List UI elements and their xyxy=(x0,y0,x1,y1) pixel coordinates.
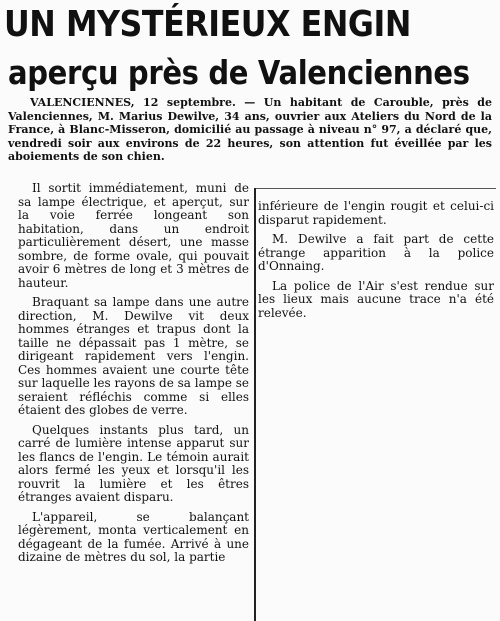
headline-line-2: aperçu près de Valenciennes xyxy=(8,53,470,92)
lead-paragraph: VALENCIENNES, 12 septembre. — Un habitant de Carouble, près de Valenciennes, M. Marius Dewilve, 34 ans, ouvrier aux Ateliers du Nord de la France, à Blanc-Misseron, domicilié au passage à niveau n° 97, a déclaré que, vendredi soir aux environs de 22 heures, son attention fut éveillée par les aboiements de son chien. xyxy=(8,96,492,163)
body-paragraph: Quelques instants plus tard, un carré de lumière intense apparut sur les flancs de l'engin. Le témoin aurait alors fermé les yeux et lorsqu'il les rouvrit la lumière et les êtres étranges avaient disparu. xyxy=(18,422,249,504)
body-paragraph: La police de l'Air s'est rendue sur les lieux mais aucune trace n'a été relevée. xyxy=(258,278,494,320)
right-column xyxy=(258,200,494,326)
body-paragraph: inférieure de l'engin rougit et celui-ci disparut rapidement. xyxy=(258,199,494,227)
column-top-rule xyxy=(254,188,496,189)
headline-line-1: UN MYSTÉRIEUX ENGIN xyxy=(4,4,411,45)
body-paragraph: M. Dewilve a fait part de cette étrange apparition à la police d'Onnaing. xyxy=(258,232,494,273)
body-paragraph: L'appareil, se balançant légèrement, monta verticalement en dégageant de la fumée. Arrivé à une dizaine de mètres du sol, la partie xyxy=(18,509,249,564)
body-paragraph: Il sortit immédiatement, muni de sa lampe électrique, et aperçut, sur la voie ferrée longeant son habitation, dans un endroit particulièrement désert, une masse sombre, de forme ovale, qui pouvait avoir 6 mètres de long et 3 mètres de hauteur. xyxy=(18,182,249,290)
body-paragraph: Braquant sa lampe dans une autre direction, M. Dewilve vit deux hommes étranges et trapus dont la taille ne dépassait pas 1 mètre, se dirigeant rapidement vers l'engin. Ces hommes avaient une courte tête sur laquelle les rayons de sa lampe se seraient réfléchis comme si elles étaient des globes de verre. xyxy=(18,295,249,417)
left-column xyxy=(18,182,249,621)
column-divider xyxy=(254,188,256,621)
